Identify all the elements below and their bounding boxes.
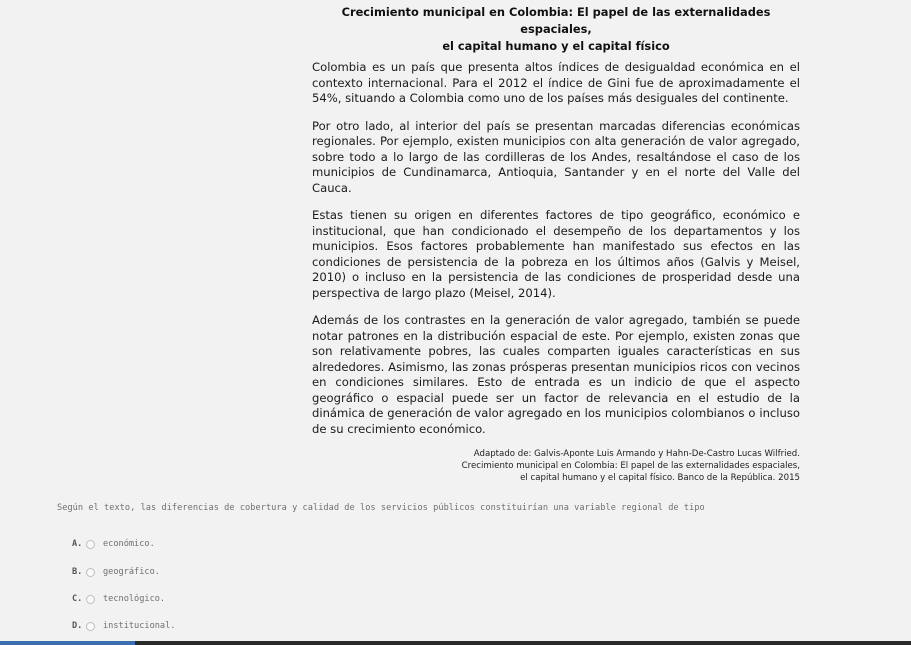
question-prompt: Según el texto, las diferencias de cobertura y calidad de los servicios públicos constituirían una variable regional de tipo [57, 503, 705, 513]
option-text: tecnológico. [103, 594, 166, 604]
option-letter: C. [72, 594, 83, 604]
citation-line-3: el capital humano y el capital físico. Banco de la República. 2015 [520, 473, 800, 483]
radio-button-a[interactable] [86, 540, 95, 549]
screen-bottom-edge [0, 641, 911, 645]
option-letter: D. [72, 621, 83, 631]
paragraph-2: Por otro lado, al interior del país se presentan marcadas diferencias económicas regionales. Por ejemplo, existen municipios con alta generación de valor agregado, sobre todo a lo largo de las cordilleras de los Andes, resaltándose el caso de los municipios de Cundinamarca, Antioquia, Santander y en el norte del Valle del Cauca. [312, 118, 800, 195]
paragraph-3: Estas tienen su origen en diferentes factores de tipo geográfico, económico e institucional, que han condicionado el desempeño de los departamentos y los municipios. Esos factores probablemente han manifestado sus efectos en las condiciones de persistencia de la pobreza en los últimos años (Galvis y Meisel, 2010) o incluso en la persistencia de las condiciones de prosperidad desde una perspectiva de largo plazo (Meisel, 2014). [312, 208, 800, 300]
passage-title-line-2: el capital humano y el capital físico [442, 39, 670, 53]
option-text: institucional. [103, 621, 176, 631]
radio-button-d[interactable] [86, 622, 95, 631]
paragraph-1: Colombia es un país que presenta altos índices de desigualdad económica en el contexto internacional. Para el 2012 el índice de Gini fue de aproximadamente el 54%, situando a Colombia como uno de los países más desiguales del continente. [312, 60, 800, 105]
source-citation [312, 448, 800, 484]
option-letter: B. [72, 567, 83, 577]
radio-button-c[interactable] [86, 595, 95, 604]
answer-option-a[interactable] [72, 537, 155, 551]
answer-option-c[interactable] [72, 592, 165, 606]
answer-option-d[interactable] [72, 619, 175, 633]
citation-line-1: Adaptado de: Galvis-Aponte Luis Armando y Hahn-De-Castro Lucas Wilfried. [473, 449, 800, 459]
option-text: económico. [103, 539, 155, 549]
option-letter: A. [72, 539, 83, 549]
taskbar-accent [0, 641, 135, 645]
citation-line-2: Crecimiento municipal en Colombia: El papel de las externalidades espaciales, [461, 461, 800, 471]
reading-passage [312, 4, 800, 484]
passage-title [312, 4, 800, 55]
radio-button-b[interactable] [86, 568, 95, 577]
option-text: geográfico. [103, 567, 160, 577]
paragraph-4: Además de los contrastes en la generación de valor agregado, también se puede notar patrones en la distribución espacial de este. Por ejemplo, existen zonas que son relativamente pobres, las cuales comparten iguales características en sus alrededores. Asimismo, las zonas prósperas presentan municipios ricos con vecinos en condiciones similares. Esto de entrada es un indicio de que el aspecto geográfico o espacial puede ser un factor de relevancia en el estudio de la dinámica de generación de valor agregado en los municipios colombianos o incluso de su crecimiento económico. [312, 313, 800, 436]
answer-option-b[interactable] [72, 565, 160, 579]
passage-title-line-1: Crecimiento municipal en Colombia: El papel de las externalidades espaciales, [341, 5, 771, 36]
